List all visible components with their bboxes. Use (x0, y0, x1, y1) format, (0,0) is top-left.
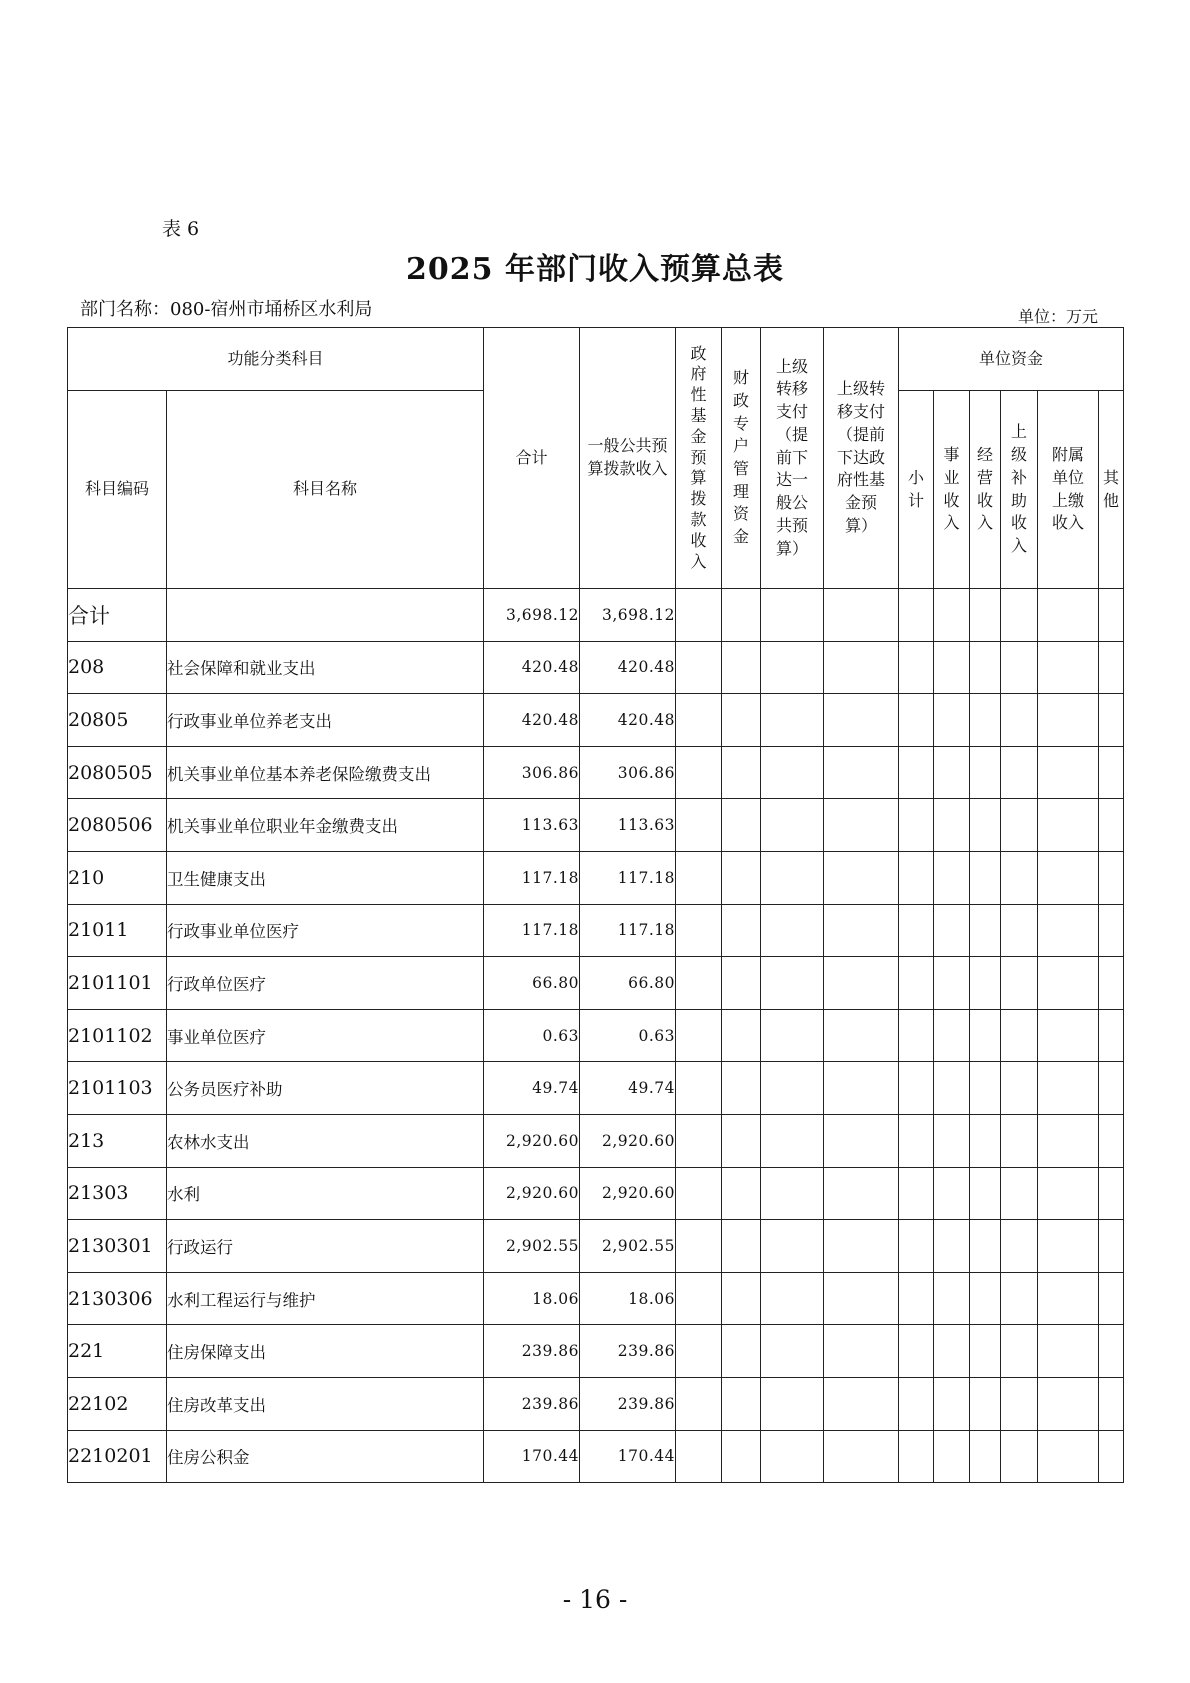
table-row (68, 851, 1124, 904)
header-other-text: 其他 (1103, 467, 1120, 510)
cell-empty (676, 589, 722, 642)
cell-total: 3,698.12 (484, 589, 580, 642)
cell-empty (824, 1114, 899, 1167)
cell-empty (1099, 904, 1124, 957)
cell-empty (1038, 746, 1099, 799)
cell-general-budget: 117.18 (580, 851, 676, 904)
cell-empty (761, 1430, 824, 1483)
cell-general-budget: 239.86 (580, 1377, 676, 1430)
cell-total: 66.80 (484, 957, 580, 1010)
cell-empty (824, 1009, 899, 1062)
header-superior-subsidy (1001, 391, 1038, 589)
cell-empty (1099, 641, 1124, 694)
cell-empty (1099, 957, 1124, 1010)
cell-empty (1001, 1430, 1038, 1483)
cell-code: 21011 (68, 904, 167, 957)
unit-label: 单位：万元 (1018, 307, 1099, 326)
cell-empty (899, 1009, 934, 1062)
cell-general-budget: 66.80 (580, 957, 676, 1010)
cell-total: 239.86 (484, 1377, 580, 1430)
cell-empty (934, 1430, 970, 1483)
cell-empty (934, 1325, 970, 1378)
cell-code: 22102 (68, 1377, 167, 1430)
header-other (1099, 391, 1124, 589)
cell-empty (899, 1377, 934, 1430)
cell-empty (1099, 1220, 1124, 1273)
header-subtotal (899, 391, 934, 589)
header-special-account-text: 财政专户管理资金 (733, 368, 750, 547)
cell-empty (676, 1430, 722, 1483)
cell-empty (722, 1009, 761, 1062)
cell-empty (722, 904, 761, 957)
cell-general-budget: 0.63 (580, 1009, 676, 1062)
cell-name: 机关事业单位职业年金缴费支出 (167, 799, 484, 852)
cell-empty (899, 957, 934, 1010)
cell-empty (722, 1325, 761, 1378)
header-special-account (722, 328, 761, 589)
cell-empty (970, 1009, 1001, 1062)
cell-empty (676, 694, 722, 747)
cell-empty (970, 1062, 1001, 1115)
cell-empty (899, 1272, 934, 1325)
cell-empty (970, 851, 1001, 904)
cell-name (167, 589, 484, 642)
cell-empty (1099, 1114, 1124, 1167)
cell-code: 2130306 (68, 1272, 167, 1325)
cell-name: 公务员医疗补助 (167, 1062, 484, 1115)
header-general-budget-text: 一般公共预算拨款收入 (587, 436, 668, 478)
cell-empty (722, 746, 761, 799)
cell-empty (676, 1167, 722, 1220)
cell-empty (1038, 851, 1099, 904)
cell-empty (970, 641, 1001, 694)
cell-empty (1038, 1009, 1099, 1062)
cell-code: 2210201 (68, 1430, 167, 1483)
cell-empty (899, 746, 934, 799)
table-row (68, 1325, 1124, 1378)
cell-general-budget: 2,920.60 (580, 1167, 676, 1220)
department-name: 部门名称：080-宿州市埇桥区水利局 (80, 299, 373, 320)
cell-empty (970, 1325, 1001, 1378)
cell-empty (1038, 1062, 1099, 1115)
cell-code: 21303 (68, 1167, 167, 1220)
cell-empty (824, 1167, 899, 1220)
cell-empty (1001, 1114, 1038, 1167)
cell-empty (899, 851, 934, 904)
table-row (68, 799, 1124, 852)
cell-code: 2080505 (68, 746, 167, 799)
cell-empty (934, 1114, 970, 1167)
cell-empty (761, 1009, 824, 1062)
table-row (68, 1220, 1124, 1273)
cell-code: 合计 (68, 589, 167, 642)
cell-empty (1038, 904, 1099, 957)
cell-name: 机关事业单位基本养老保险缴费支出 (167, 746, 484, 799)
cell-general-budget: 3,698.12 (580, 589, 676, 642)
cell-empty (676, 799, 722, 852)
cell-empty (824, 904, 899, 957)
cell-empty (1001, 1377, 1038, 1430)
cell-code: 2101103 (68, 1062, 167, 1115)
cell-name: 卫生健康支出 (167, 851, 484, 904)
header-superior-subsidy-text: 上级补助收入 (1011, 422, 1028, 555)
cell-empty (1038, 694, 1099, 747)
cell-empty (824, 694, 899, 747)
cell-general-budget: 2,920.60 (580, 1114, 676, 1167)
cell-empty (899, 1430, 934, 1483)
cell-name: 社会保障和就业支出 (167, 641, 484, 694)
cell-empty (761, 1272, 824, 1325)
cell-empty (970, 1114, 1001, 1167)
cell-empty (824, 589, 899, 642)
cell-name: 住房保障支出 (167, 1325, 484, 1378)
cell-empty (970, 746, 1001, 799)
cell-name: 行政运行 (167, 1220, 484, 1273)
cell-empty (970, 1430, 1001, 1483)
cell-empty (676, 1114, 722, 1167)
cell-total: 117.18 (484, 851, 580, 904)
cell-total: 2,920.60 (484, 1167, 580, 1220)
cell-name: 住房改革支出 (167, 1377, 484, 1430)
cell-name: 水利工程运行与维护 (167, 1272, 484, 1325)
cell-empty (934, 1272, 970, 1325)
cell-general-budget: 306.86 (580, 746, 676, 799)
cell-empty (1001, 799, 1038, 852)
header-gov-fund (676, 328, 722, 589)
cell-empty (824, 1062, 899, 1115)
cell-empty (934, 851, 970, 904)
page-number: - 16 - (562, 1585, 628, 1614)
table-row (68, 1272, 1124, 1325)
cell-empty (761, 694, 824, 747)
cell-empty (676, 1377, 722, 1430)
table-row (68, 694, 1124, 747)
cell-empty (1099, 1325, 1124, 1378)
cell-general-budget: 420.48 (580, 641, 676, 694)
cell-empty (1038, 1377, 1099, 1430)
cell-empty (761, 589, 824, 642)
cell-empty (1001, 1272, 1038, 1325)
cell-empty (824, 1220, 899, 1273)
table-row (68, 904, 1124, 957)
cell-code: 2080506 (68, 799, 167, 852)
cell-empty (1001, 851, 1038, 904)
table-row (68, 1114, 1124, 1167)
cell-empty (1099, 1167, 1124, 1220)
header-transfer-general-text: 上级转移支付（提前下达一般公共预算） (776, 356, 809, 558)
cell-empty (761, 1114, 824, 1167)
cell-empty (899, 1114, 934, 1167)
cell-empty (1099, 694, 1124, 747)
cell-total: 117.18 (484, 904, 580, 957)
cell-general-budget: 420.48 (580, 694, 676, 747)
cell-empty (722, 1377, 761, 1430)
cell-empty (676, 957, 722, 1010)
header-business-income-text: 事业收入 (943, 445, 960, 533)
cell-code: 213 (68, 1114, 167, 1167)
cell-empty (676, 1220, 722, 1273)
cell-empty (934, 957, 970, 1010)
table-row (68, 1062, 1124, 1115)
cell-empty (722, 851, 761, 904)
cell-empty (970, 1377, 1001, 1430)
cell-empty (761, 746, 824, 799)
cell-empty (676, 1062, 722, 1115)
cell-empty (676, 746, 722, 799)
cell-name: 水利 (167, 1167, 484, 1220)
cell-empty (1001, 1220, 1038, 1273)
header-func-class: 功能分类科目 (68, 328, 484, 391)
header-operating-income-text: 经营收入 (977, 445, 994, 533)
cell-empty (761, 1062, 824, 1115)
cell-total: 170.44 (484, 1430, 580, 1483)
table-row-total (68, 589, 1124, 642)
cell-empty (722, 1272, 761, 1325)
cell-empty (899, 799, 934, 852)
cell-empty (676, 1272, 722, 1325)
cell-empty (934, 589, 970, 642)
cell-empty (899, 694, 934, 747)
cell-empty (824, 1272, 899, 1325)
cell-empty (899, 1167, 934, 1220)
cell-name: 事业单位医疗 (167, 1009, 484, 1062)
header-gov-fund-text: 政府性基金预算拨款收入 (690, 343, 707, 571)
cell-empty (761, 851, 824, 904)
cell-empty (934, 641, 970, 694)
table-row (68, 1167, 1124, 1220)
cell-empty (934, 1062, 970, 1115)
cell-empty (1001, 641, 1038, 694)
cell-empty (1099, 1009, 1124, 1062)
cell-empty (722, 1167, 761, 1220)
header-transfer-fund-text: 上级转移支付（提前下达政府性基金预算） (837, 379, 886, 535)
cell-empty (970, 904, 1001, 957)
cell-empty (761, 1220, 824, 1273)
cell-empty (1038, 957, 1099, 1010)
cell-general-budget: 170.44 (580, 1430, 676, 1483)
cell-general-budget: 49.74 (580, 1062, 676, 1115)
cell-name: 行政事业单位养老支出 (167, 694, 484, 747)
cell-empty (722, 1062, 761, 1115)
cell-empty (1099, 746, 1124, 799)
cell-general-budget: 2,902.55 (580, 1220, 676, 1273)
cell-empty (970, 694, 1001, 747)
cell-empty (934, 1220, 970, 1273)
cell-empty (824, 1377, 899, 1430)
table-label: 表 6 (162, 218, 200, 240)
cell-empty (824, 641, 899, 694)
cell-empty (761, 1377, 824, 1430)
cell-empty (761, 957, 824, 1010)
cell-empty (970, 1220, 1001, 1273)
table-row (68, 1377, 1124, 1430)
cell-empty (676, 1325, 722, 1378)
cell-empty (934, 799, 970, 852)
cell-general-budget: 18.06 (580, 1272, 676, 1325)
table-row (68, 957, 1124, 1010)
cell-empty (1001, 589, 1038, 642)
header-business-income (934, 391, 970, 589)
header-total: 合计 (484, 328, 580, 589)
header-affiliated-income-text: 附属单位上缴收入 (1052, 445, 1085, 533)
cell-empty (1099, 589, 1124, 642)
cell-empty (761, 904, 824, 957)
cell-empty (824, 957, 899, 1010)
table-row (68, 1009, 1124, 1062)
cell-empty (722, 957, 761, 1010)
cell-empty (722, 1430, 761, 1483)
cell-code: 2101101 (68, 957, 167, 1010)
cell-code: 210 (68, 851, 167, 904)
cell-empty (722, 694, 761, 747)
cell-empty (1038, 1167, 1099, 1220)
cell-empty (1001, 746, 1038, 799)
cell-total: 2,920.60 (484, 1114, 580, 1167)
cell-total: 0.63 (484, 1009, 580, 1062)
cell-name: 行政单位医疗 (167, 957, 484, 1010)
cell-empty (970, 1272, 1001, 1325)
cell-empty (1038, 1272, 1099, 1325)
cell-empty (722, 589, 761, 642)
cell-empty (899, 589, 934, 642)
header-affiliated-income (1038, 391, 1099, 589)
cell-empty (824, 799, 899, 852)
cell-empty (676, 904, 722, 957)
cell-total: 18.06 (484, 1272, 580, 1325)
header-general-budget (580, 328, 676, 589)
cell-empty (970, 1167, 1001, 1220)
cell-empty (899, 1325, 934, 1378)
cell-empty (1038, 641, 1099, 694)
cell-empty (934, 746, 970, 799)
cell-empty (1099, 799, 1124, 852)
cell-empty (970, 799, 1001, 852)
cell-empty (1099, 851, 1124, 904)
cell-code: 2101102 (68, 1009, 167, 1062)
cell-code: 221 (68, 1325, 167, 1378)
cell-empty (761, 1167, 824, 1220)
header-transfer-general (761, 328, 824, 589)
header-subtotal-text: 小计 (908, 467, 925, 510)
cell-empty (722, 641, 761, 694)
cell-empty (899, 1220, 934, 1273)
cell-name: 农林水支出 (167, 1114, 484, 1167)
cell-empty (1038, 1430, 1099, 1483)
cell-empty (899, 904, 934, 957)
cell-code: 208 (68, 641, 167, 694)
cell-empty (1001, 957, 1038, 1010)
cell-empty (899, 641, 934, 694)
cell-empty (970, 589, 1001, 642)
cell-code: 20805 (68, 694, 167, 747)
cell-name: 住房公积金 (167, 1430, 484, 1483)
cell-empty (934, 1167, 970, 1220)
cell-empty (676, 851, 722, 904)
cell-empty (934, 694, 970, 747)
cell-empty (1001, 904, 1038, 957)
cell-total: 420.48 (484, 641, 580, 694)
cell-empty (676, 641, 722, 694)
cell-general-budget: 113.63 (580, 799, 676, 852)
cell-empty (1001, 694, 1038, 747)
cell-empty (824, 851, 899, 904)
cell-total: 306.86 (484, 746, 580, 799)
cell-empty (676, 1009, 722, 1062)
cell-empty (1038, 1220, 1099, 1273)
cell-empty (824, 1325, 899, 1378)
cell-empty (761, 1325, 824, 1378)
cell-total: 2,902.55 (484, 1220, 580, 1273)
cell-empty (824, 1430, 899, 1483)
cell-empty (1099, 1272, 1124, 1325)
cell-empty (970, 957, 1001, 1010)
table-row (68, 1430, 1124, 1483)
header-unit-funds: 单位资金 (899, 328, 1124, 391)
cell-total: 49.74 (484, 1062, 580, 1115)
table-row (68, 641, 1124, 694)
cell-empty (1038, 589, 1099, 642)
budget-table (67, 327, 1124, 1483)
header-code: 科目编码 (68, 391, 167, 589)
cell-empty (824, 746, 899, 799)
cell-name: 行政事业单位医疗 (167, 904, 484, 957)
cell-empty (1001, 1325, 1038, 1378)
cell-total: 420.48 (484, 694, 580, 747)
cell-empty (722, 1220, 761, 1273)
cell-total: 113.63 (484, 799, 580, 852)
cell-general-budget: 117.18 (580, 904, 676, 957)
cell-empty (1099, 1377, 1124, 1430)
header-name: 科目名称 (167, 391, 484, 589)
cell-empty (761, 641, 824, 694)
cell-general-budget: 239.86 (580, 1325, 676, 1378)
cell-empty (1099, 1062, 1124, 1115)
cell-empty (899, 1062, 934, 1115)
cell-empty (1001, 1167, 1038, 1220)
header-transfer-fund (824, 328, 899, 589)
cell-empty (761, 799, 824, 852)
page-title: 2025 年部门收入预算总表 (406, 252, 784, 287)
cell-total: 239.86 (484, 1325, 580, 1378)
cell-empty (1001, 1009, 1038, 1062)
cell-empty (934, 1009, 970, 1062)
cell-empty (1038, 1114, 1099, 1167)
cell-empty (722, 799, 761, 852)
cell-empty (1038, 799, 1099, 852)
cell-empty (934, 1377, 970, 1430)
table-body (68, 589, 1124, 1483)
cell-empty (934, 904, 970, 957)
cell-code: 2130301 (68, 1220, 167, 1273)
cell-empty (1038, 1325, 1099, 1378)
header-operating-income (970, 391, 1001, 589)
table-row (68, 746, 1124, 799)
cell-empty (1001, 1062, 1038, 1115)
cell-empty (1099, 1430, 1124, 1483)
cell-empty (722, 1114, 761, 1167)
